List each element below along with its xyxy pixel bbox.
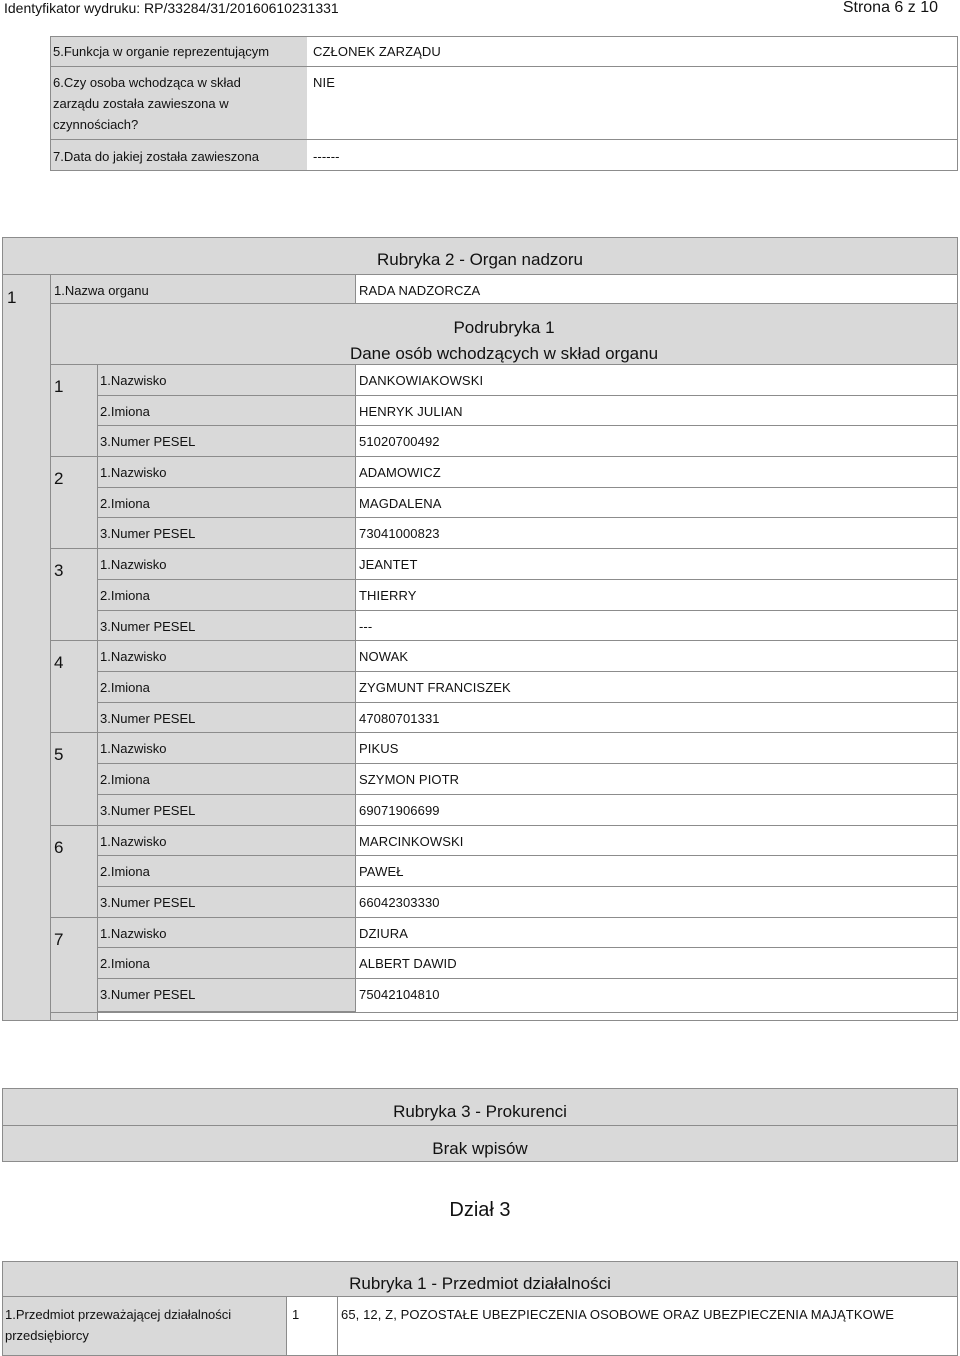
person-entry bbox=[0, 917, 960, 1009]
surname-value: DANKOWIAKOWSKI bbox=[359, 373, 484, 388]
organ-name-label: 1.Nazwa organu bbox=[54, 283, 149, 298]
main-activity-label-line2: przedsiębiorcy bbox=[5, 1328, 89, 1343]
surname-label: 1.Nazwisko bbox=[100, 925, 167, 941]
surname-label: 1.Nazwisko bbox=[100, 741, 167, 757]
first-names-label: 2.Imiona bbox=[100, 679, 150, 695]
pesel-label: 3.Numer PESEL bbox=[100, 526, 196, 542]
surname-value: PIKUS bbox=[359, 741, 399, 757]
member-details-table bbox=[50, 36, 958, 171]
first-names-label: 2.Imiona bbox=[100, 495, 150, 511]
main-activity-index: 1 bbox=[292, 1307, 300, 1322]
first-names-label: 2.Imiona bbox=[100, 772, 150, 788]
first-names-label: 2.Imiona bbox=[100, 403, 150, 419]
surname-label: 1.Nazwisko bbox=[100, 465, 167, 481]
rubryka-3-title: Rubryka 3 - Prokurenci bbox=[393, 1102, 567, 1121]
person-entry bbox=[0, 640, 960, 732]
pesel-value: 75042104810 bbox=[359, 986, 440, 1002]
rubryka-3-section bbox=[2, 1088, 958, 1162]
pesel-value: --- bbox=[359, 618, 373, 634]
rubryka-3-empty: Brak wpisów bbox=[432, 1139, 528, 1158]
person-number: 1 bbox=[54, 377, 64, 396]
suspended-value: NIE bbox=[313, 75, 335, 90]
person-number: 7 bbox=[54, 929, 64, 949]
surname-value: MARCINKOWSKI bbox=[359, 833, 464, 849]
first-names-value: PAWEŁ bbox=[359, 864, 404, 880]
surname-value: JEANTET bbox=[359, 557, 418, 573]
pesel-value: 66042303330 bbox=[359, 894, 440, 910]
person-number: 5 bbox=[54, 745, 64, 765]
pesel-value: 69071906699 bbox=[359, 802, 440, 818]
suspension-date-value: ------ bbox=[313, 149, 340, 164]
person-number: 3 bbox=[54, 561, 64, 581]
suspended-label-line2: zarządu została zawieszona w bbox=[53, 96, 229, 111]
pesel-label: 3.Numer PESEL bbox=[100, 894, 196, 910]
surname-label: 1.Nazwisko bbox=[100, 649, 167, 665]
main-activity-value: 65, 12, Z, POZOSTAŁE UBEZPIECZENIA OSOBOWE ORAZ UBEZPIECZENIA MAJĄTKOWE bbox=[341, 1307, 894, 1322]
person-entry bbox=[0, 548, 960, 640]
main-activity-label-line1: 1.Przedmiot przeważającej działalności bbox=[5, 1307, 232, 1322]
organ-index: 1 bbox=[7, 288, 17, 307]
pesel-value: 73041000823 bbox=[359, 526, 440, 542]
dzial-3-rubryka-1 bbox=[2, 1261, 958, 1351]
first-names-label: 2.Imiona bbox=[100, 956, 150, 972]
podrubryka-title: Podrubryka 1 bbox=[453, 318, 555, 337]
pesel-label: 3.Numer PESEL bbox=[100, 802, 196, 818]
suspended-label-line1: 6.Czy osoba wchodząca w skład bbox=[53, 75, 241, 90]
suspended-label-line3: czynnościach? bbox=[53, 117, 139, 132]
surname-label: 1.Nazwisko bbox=[100, 373, 167, 388]
organ-name-value: RADA NADZORCZA bbox=[359, 283, 481, 298]
suspension-date-label: 7.Data do jakiej została zawieszona bbox=[53, 149, 259, 164]
function-value: CZŁONEK ZARZĄDU bbox=[313, 44, 441, 59]
person-number: 2 bbox=[54, 469, 64, 489]
pesel-label: 3.Numer PESEL bbox=[100, 710, 196, 726]
person-number: 4 bbox=[54, 653, 64, 673]
pesel-label: 3.Numer PESEL bbox=[100, 618, 196, 634]
person-number: 6 bbox=[54, 837, 64, 857]
first-names-label: 2.Imiona bbox=[100, 864, 150, 880]
podrubryka-subtitle: Dane osób wchodzących w skład organu bbox=[349, 344, 659, 363]
first-names-value: MAGDALENA bbox=[359, 495, 442, 511]
pesel-value: 47080701331 bbox=[359, 710, 440, 726]
function-label: 5.Funkcja w organie reprezentującym bbox=[53, 44, 270, 59]
pesel-label: 3.Numer PESEL bbox=[100, 986, 196, 1002]
dzial-3-rubryka-1-title: Rubryka 1 - Przedmiot działalności bbox=[349, 1274, 611, 1293]
surname-value: ADAMOWICZ bbox=[359, 465, 441, 481]
first-names-value: THIERRY bbox=[359, 587, 417, 603]
first-names-value: ALBERT DAWID bbox=[359, 956, 457, 972]
person-entry bbox=[0, 825, 960, 917]
surname-label: 1.Nazwisko bbox=[100, 557, 167, 573]
person-entry bbox=[0, 732, 960, 824]
dzial-3-title: Dział 3 bbox=[449, 1199, 511, 1221]
page-number: Strona 6 z 10 bbox=[842, 0, 938, 16]
pesel-value: 51020700492 bbox=[359, 434, 440, 450]
surname-label: 1.Nazwisko bbox=[100, 833, 167, 849]
person-entry bbox=[0, 456, 960, 548]
surname-value: DZIURA bbox=[359, 925, 408, 941]
pesel-label: 3.Numer PESEL bbox=[100, 434, 196, 450]
first-names-label: 2.Imiona bbox=[100, 587, 150, 603]
first-names-value: HENRYK JULIAN bbox=[359, 403, 463, 419]
first-names-value: SZYMON PIOTR bbox=[359, 772, 460, 788]
person-entry bbox=[0, 364, 960, 456]
first-names-value: ZYGMUNT FRANCISZEK bbox=[359, 679, 511, 695]
rubryka-2-title: Rubryka 2 - Organ nadzoru bbox=[377, 250, 583, 269]
surname-value: NOWAK bbox=[359, 649, 409, 665]
print-identifier: Identyfikator wydruku: RP/33284/31/20160610231331 bbox=[4, 0, 339, 16]
